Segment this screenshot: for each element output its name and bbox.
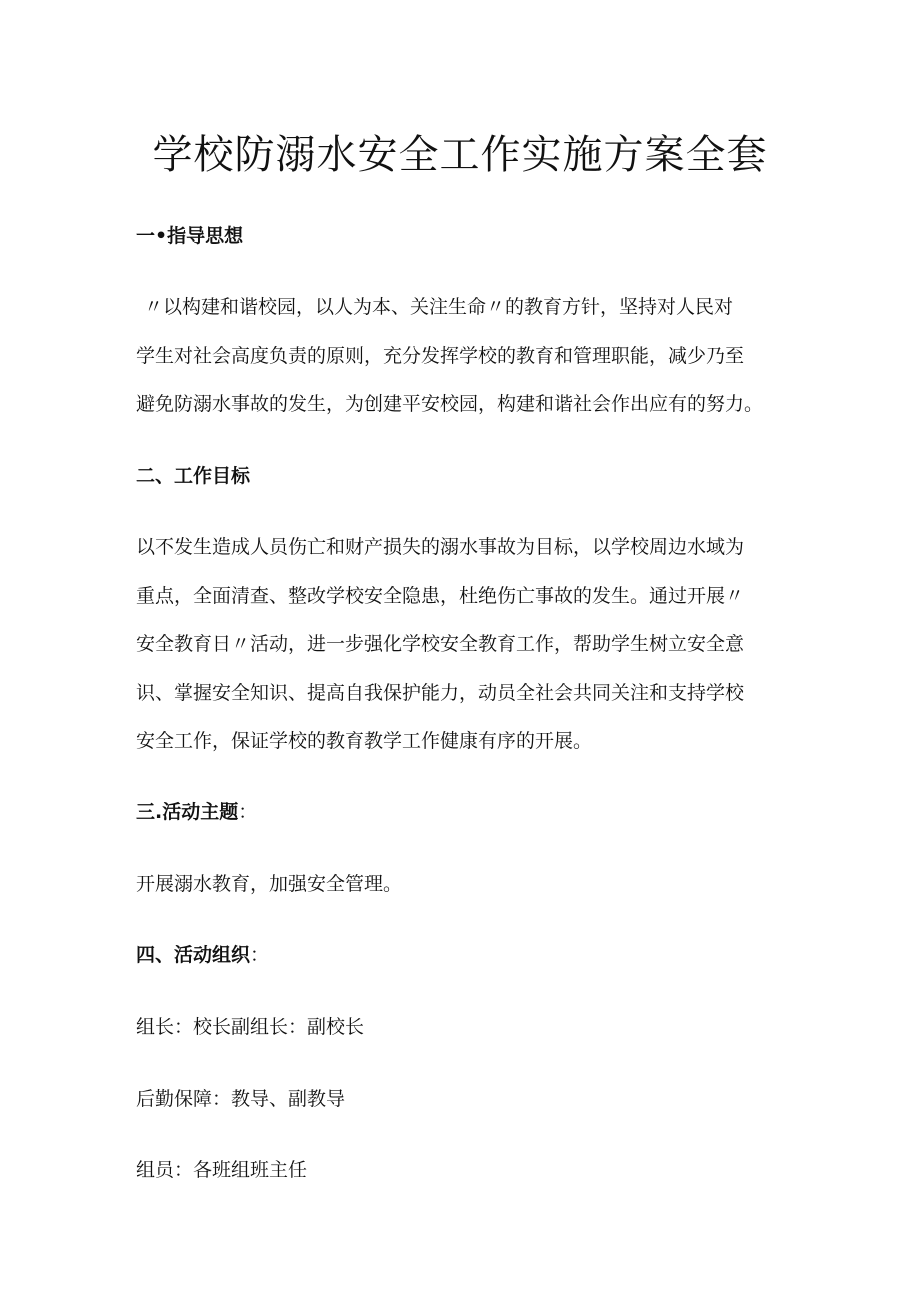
heading-colon: ： — [238, 801, 258, 823]
paragraph-line: 识、掌握安全知识、提高自我保护能力，动员全社会共同关注和支持学校 — [136, 681, 745, 704]
paragraph-line: 学生对社会高度负责的原则，充分发挥学校的教育和管理职能，减少乃至 — [136, 344, 745, 367]
section-paragraph-work-goals — [136, 523, 796, 766]
organization-logistics: 后勤保障：教导、副教导 — [136, 1088, 346, 1110]
paragraph-line: 避免防溺水事故的发生，为创建平安校园，构建和谐社会作出应有的努力。 — [136, 393, 764, 415]
section-heading-work-goals: 二、工作目标 — [136, 465, 251, 487]
heading-text: 三.活动主题 — [136, 801, 239, 823]
heading-text: 四、活动组织 — [136, 944, 251, 966]
paragraph-line: 〃以构建和谐校园，以人为本、关注生命〃的教育方针，坚持对人民对 — [144, 296, 734, 318]
section-paragraph-guiding-ideology — [136, 283, 796, 429]
paragraph-line: 安全教育日〃活动，进一步强化学校安全教育工作，帮助学生树立安全意 — [136, 633, 745, 655]
paragraph-line: 以不发生造成人员伤亡和财产损失的溺水事故为目标，以学校周边水域为 — [136, 536, 745, 558]
document-title: 学校防溺水安全工作实施方案全套 — [152, 132, 768, 178]
section-heading-activity-theme — [136, 798, 257, 826]
organization-leader: 组长：校长副组长：副校长 — [136, 1016, 365, 1038]
heading-colon: ： — [250, 944, 270, 966]
section-heading-guiding-ideology: 一•指导思想 — [136, 225, 244, 247]
organization-members: 组员：各班组班主任 — [136, 1159, 308, 1181]
activity-theme-text: 开展溺水教育，加强安全管理。 — [136, 873, 403, 895]
paragraph-line: 重点，全面清查、整改学校安全隐患，杜绝伤亡事故的发生。通过开展〃 — [136, 584, 745, 607]
section-heading-activity-organization — [136, 941, 269, 969]
paragraph-line: 安全工作，保证学校的教育教学工作健康有序的开展。 — [136, 730, 593, 752]
